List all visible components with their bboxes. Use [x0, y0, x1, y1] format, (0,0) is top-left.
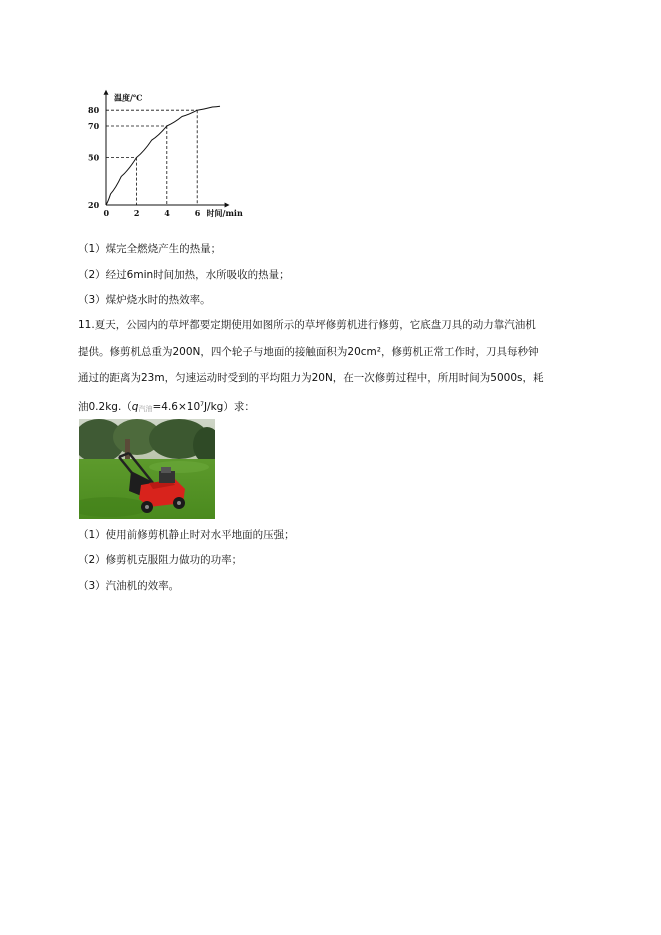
q-symbol: q [131, 400, 139, 413]
y-tick-label: 70 [88, 121, 100, 131]
lawn-mower-photo [79, 419, 215, 519]
y-tick-label: 20 [88, 200, 100, 210]
q11-stem [78, 312, 598, 422]
x-axis-label: 时间/min [206, 208, 243, 218]
q11-line-2: 提供。修剪机总重为200N，四个轮子与地面的接触面积为20cm²，修剪机正常工作时，刀具每秒钟 [78, 345, 539, 358]
chart-guide-lines [106, 110, 197, 205]
q11-line-3: 通过的距离为23m，匀速运动时受到的平均阻力为20N，在一次修剪过程中，所用时间为5000s，耗 [78, 372, 544, 384]
x-tick-label: 4 [164, 208, 170, 218]
x-axis-arrow [225, 203, 230, 208]
q11-item-3: （3）汽油机的效率。 [78, 580, 180, 592]
exponent: 7 [200, 400, 204, 408]
q11-line-1: 11.夏天，公园内的草坪都要定期使用如图所示的草坪修剪机进行修剪，它底盘刀具的动力靠汽油机 [78, 319, 536, 331]
q11-line-4 [78, 392, 598, 423]
x-tick-label: 2 [133, 208, 140, 218]
y-tick-label: 50 [88, 152, 100, 163]
q11-line-4-b: =4.6×10 [152, 400, 201, 413]
q11-item-2: （2）修剪机克服阻力做功的功率； [78, 554, 243, 566]
temperature-curve [106, 106, 220, 205]
q-subscript: 汽油 [138, 404, 153, 413]
q10-item-1: （1）煤完全燃烧产生的热量； [78, 243, 222, 255]
x-tick-label: 6 [194, 208, 201, 218]
q10-item-3: （3）煤炉烧水时的热效率。 [78, 294, 211, 306]
temperature-time-chart [84, 84, 264, 224]
chart-ticks [88, 105, 201, 218]
q11-item-1: （1）使用前修剪机静止时对水平地面的压强； [78, 529, 295, 541]
y-tick-label: 80 [88, 105, 100, 116]
q11-line-4-c: J/kg）求： [203, 400, 255, 413]
q11-line-4-a: 油0.2kg.（ [78, 400, 132, 413]
x-tick-label: 0 [103, 208, 110, 218]
q10-item-2: （2）经过6min时间加热，水所吸收的热量； [78, 269, 290, 281]
y-axis-label: 温度/℃ [114, 92, 143, 103]
y-axis-arrow [104, 90, 109, 95]
